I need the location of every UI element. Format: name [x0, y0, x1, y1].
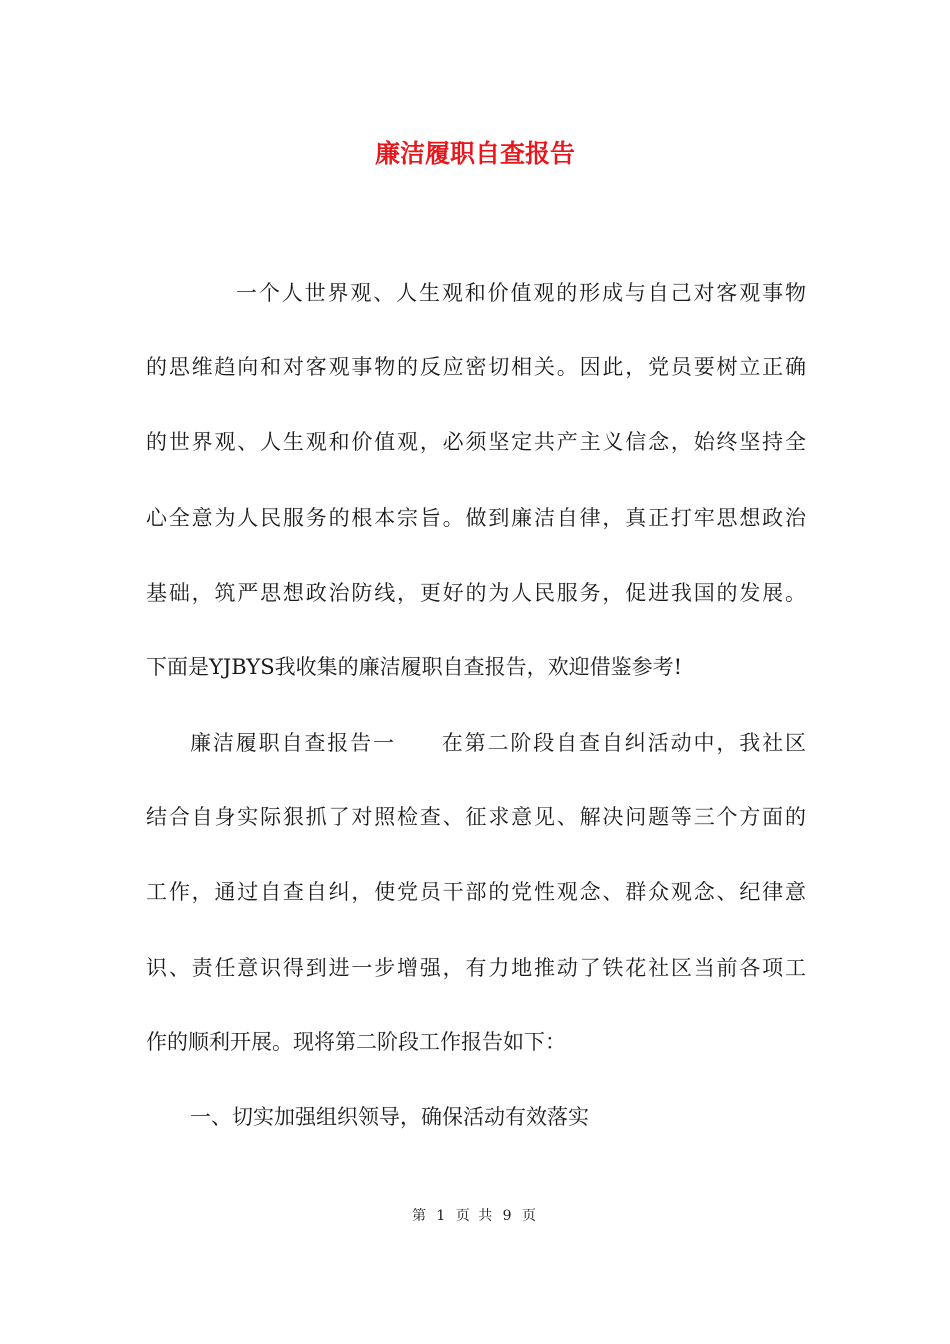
paragraph-line: 下面是YJBYS我收集的廉洁履职自查报告，欢迎借鉴参考!: [146, 655, 683, 679]
paragraph-line: 结合自身实际狠抓了对照检查、征求意见、解决问题等三个方面的: [146, 805, 806, 829]
page-number-footer: [0, 1206, 950, 1226]
footer-suffix: 页: [522, 1208, 539, 1224]
document-title: 廉洁履职自查报告: [374, 139, 575, 168]
section-heading: 一、切实加强组织领导，确保活动有效落实: [190, 1105, 589, 1129]
paragraph-line: 的思维趋向和对客观事物的反应密切相关。因此，党员要树立正确: [146, 355, 806, 379]
paragraph-line: 识、责任意识得到进一步增强，有力地推动了铁花社区当前各项工: [146, 956, 806, 980]
paragraph-line: 心全意为人民服务的根本宗旨。做到廉洁自律，真正打牢思想政治: [146, 506, 806, 530]
paragraph-line: 一个人世界观、人生观和价值观的形成与自己对客观事物: [236, 281, 806, 305]
paragraph-line: 工作，通过自查自纠，使党员干部的党性观念、群众观念、纪律意: [146, 880, 806, 904]
footer-total-pages: 9: [502, 1208, 514, 1224]
paragraph-line: 作的顺利开展。现将第二阶段工作报告如下：: [146, 1030, 566, 1054]
paragraph-line: 廉洁履职自查报告一 在第二阶段自查自纠活动中，我社区: [190, 731, 806, 755]
paragraph-line: 基础，筑严思想政治防线，更好的为人民服务，促进我国的发展。: [146, 581, 806, 605]
paragraph-line: 的世界观、人生观和价值观，必须坚定共产主义信念，始终坚持全: [146, 430, 806, 454]
footer-middle: 页 共: [455, 1208, 495, 1224]
footer-current-page: 1: [436, 1208, 448, 1224]
footer-prefix: 第: [411, 1208, 428, 1224]
